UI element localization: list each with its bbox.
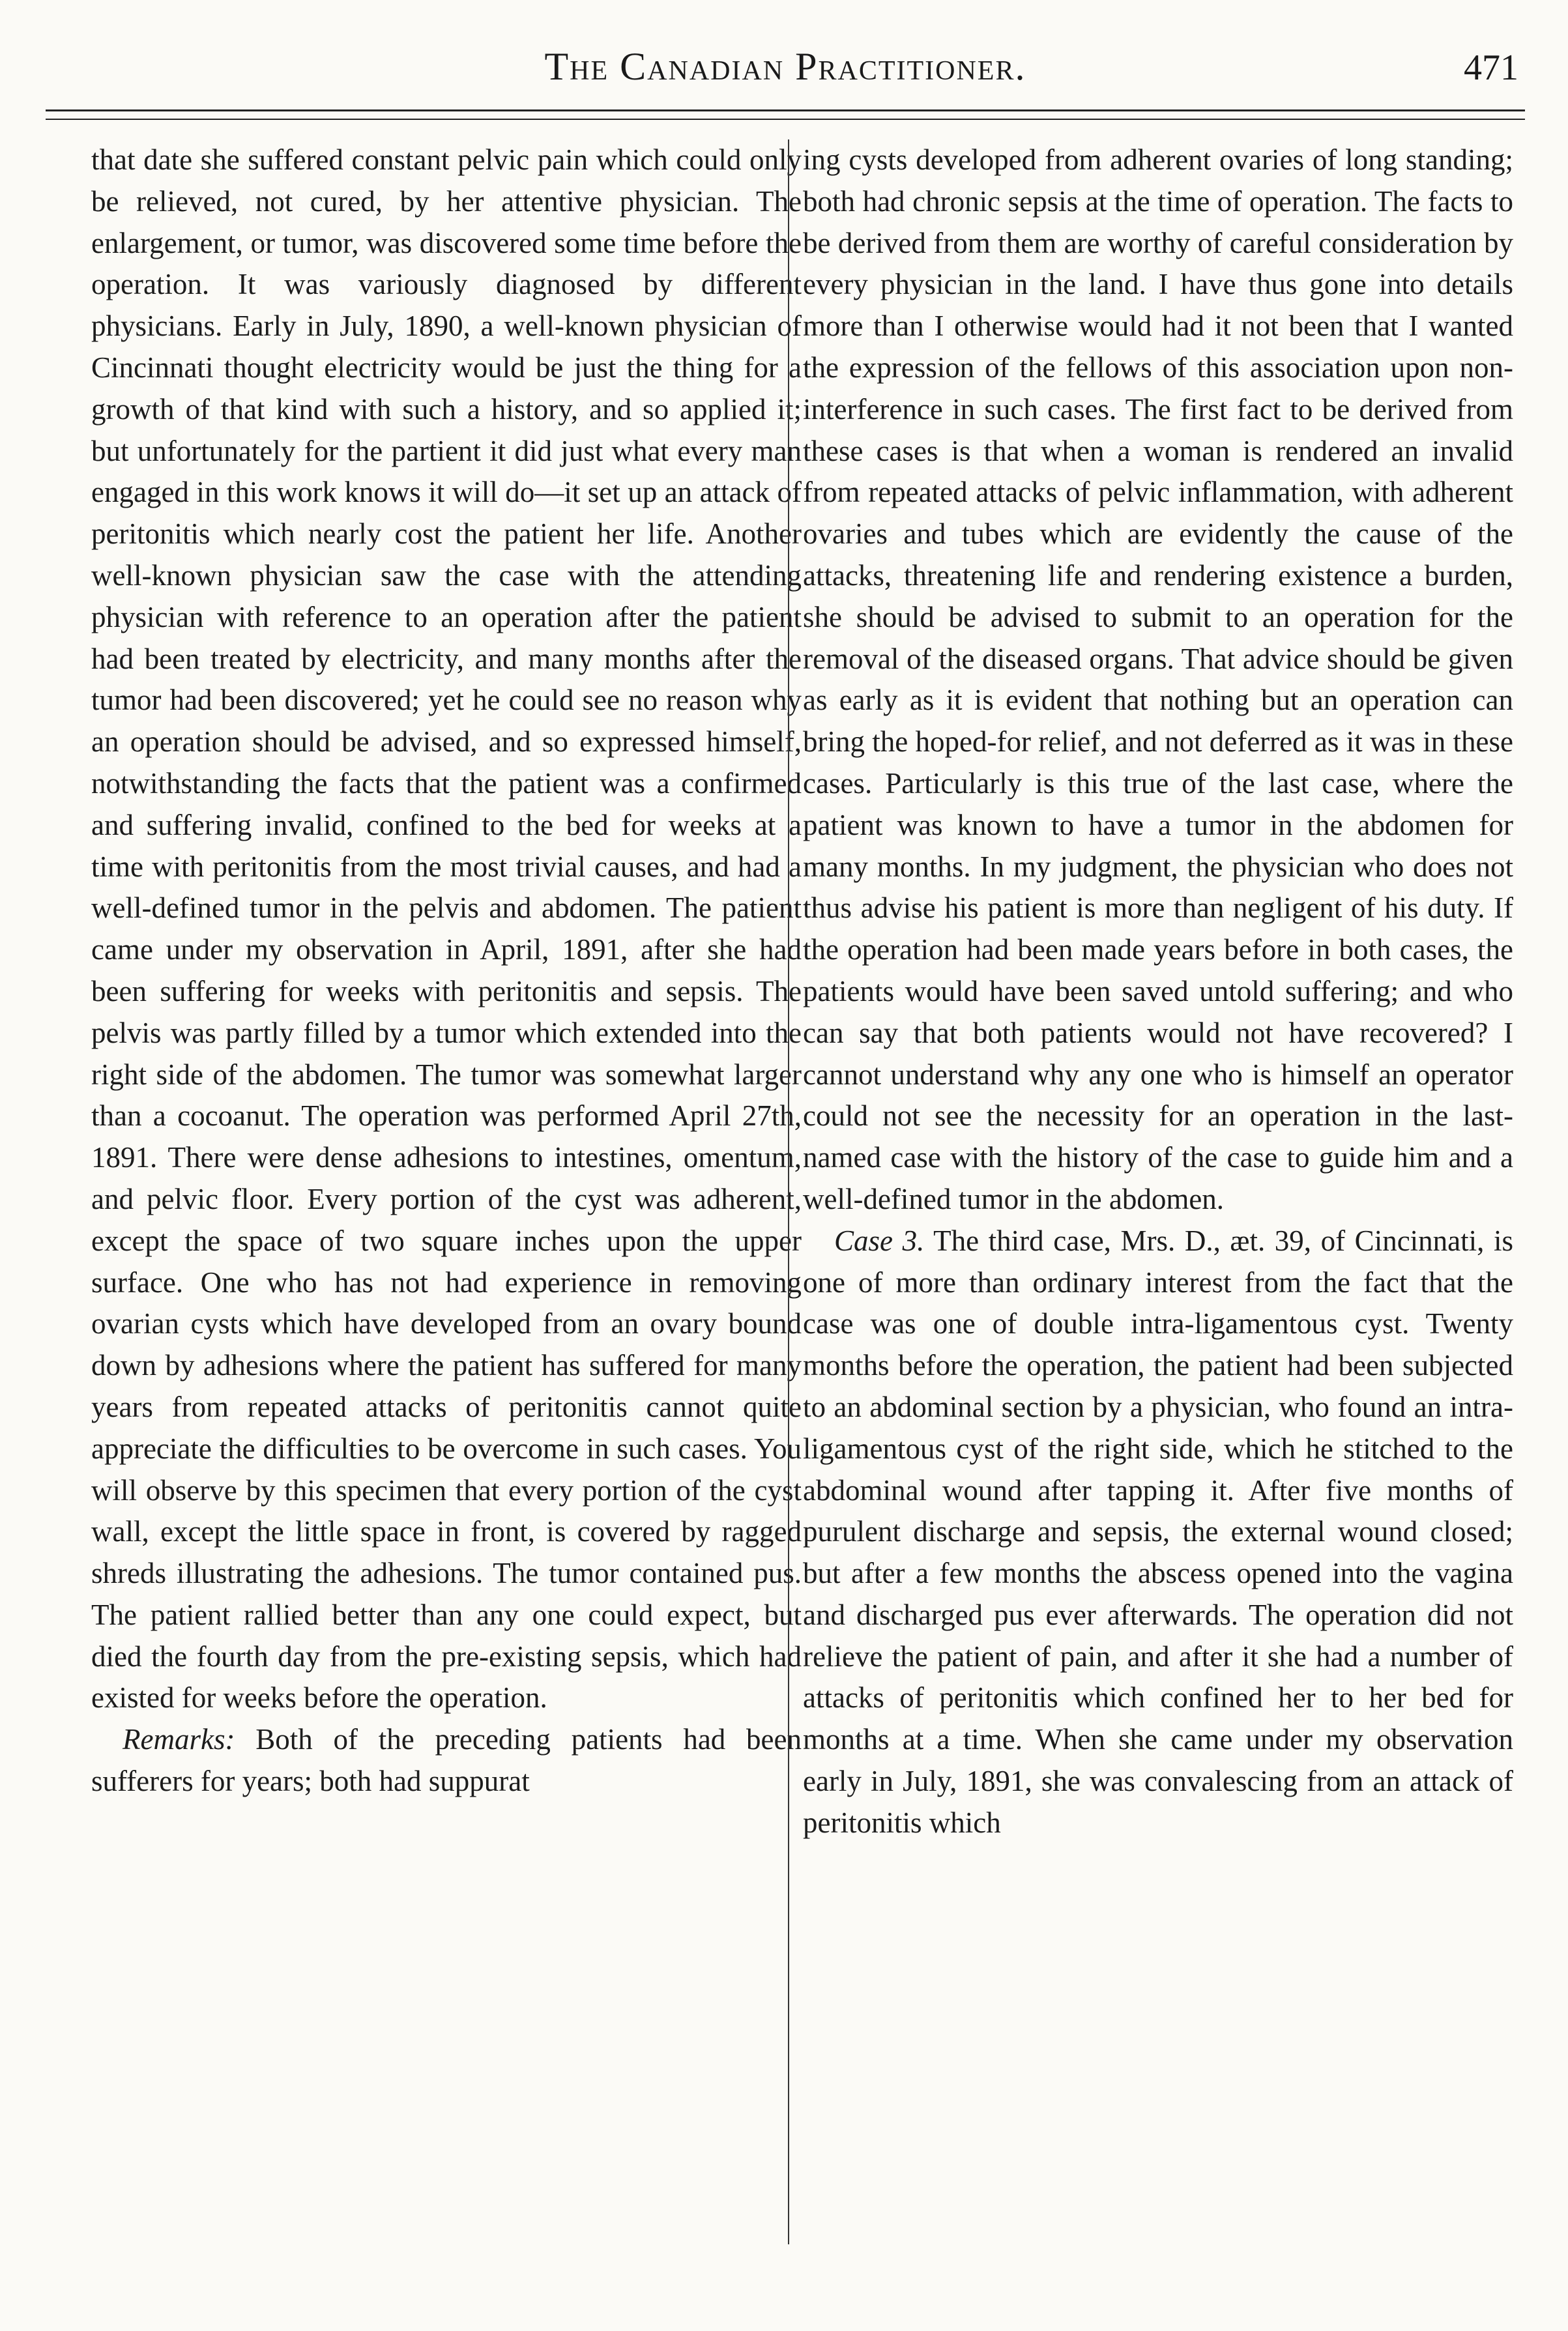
- left-paragraph-remarks: [91, 1719, 802, 1803]
- left-paragraph-1: that date she suffered constant pelvic pain which could only be relieved, not cured, by her attentive physician. The enlargement, or tumor, was discovered some time before the operation. It was variously diagnosed by different physicians. Early in July, 1890, a well-known physician of Cincinnati thought electricity would be just the thing for a growth of that kind with such a history, and so applied it; but unfortunately for the partient it did just what every man engaged in this work knows it will do—it set up an attack of peritonitis which nearly cost the patient her life. Another well-known physician saw the case with the attending physician with reference to an operation after the patient had been treated by electricity, and many months after the tumor had been discovered; yet he could see no reason why an operation should be advised, and so expressed himself, notwithstanding the facts that the patient was a confirmed and suffering invalid, confined to the bed for weeks at a time with peritonitis from the most trivial causes, and had a well-defined tumor in the pelvis and abdomen. The patient came under my observation in April, 1891, after she had been suffering for weeks with peritonitis and sepsis. The pelvis was partly filled by a tumor which extended into the right side of the abdomen. The tumor was somewhat larger than a cocoanut. The operation was performed April 27th, 1891. There were dense adhesions to intestines, omentum, and pelvic floor. Every portion of the cyst was adherent, except the space of two square inches upon the upper surface. One who has not had experience in removing ovarian cysts which have developed from an ovary bound down by adhesions where the patient has suffered for many years from repeated attacks of peritonitis cannot quite appreciate the difficulties to be overcome in such cases. You will observe by this specimen that every portion of the cyst wall, except the little space in front, is covered by ragged shreds illustrating the adhesions. The tumor contained pus. The patient rallied better than any one could expect, but died the fourth day from the pre-existing sepsis, which had existed for weeks before the operation.: [91, 143, 802, 1715]
- running-title: The Canadian Practitioner.: [544, 45, 1026, 88]
- case-3-label: Case 3.: [834, 1224, 925, 1257]
- case-3-text: The third case, Mrs. D., æt. 39, of Cincinnati, is one of more than ordinary interest from the fact that the case was one of double intra-ligamentous cyst. Twenty months before the operation, the patient had been subjected to an abdominal section by a physician, who found an intra-ligamentous cyst of the right side, which he stitched to the abdominal wound after tapping it. After five months of purulent discharge and sepsis, the external wound closed; but after a few months the abscess opened into the vagina and discharged pus ever afterwards. The operation did not relieve the patient of pain, and after it she had a number of attacks of peritonitis which confined her to her bed for months at a time. When she came under my observation early in July, 1891, she was convalescing from an attack of peritonitis which: [803, 1224, 1513, 1839]
- header-rule: [46, 109, 1525, 111]
- right-paragraph-case-3: [803, 1221, 1513, 1844]
- column-divider: [788, 139, 789, 2244]
- page-number: 471: [1464, 48, 1518, 88]
- left-column: [91, 139, 802, 1803]
- right-column: [803, 139, 1513, 1844]
- remarks-label: Remarks:: [123, 1723, 235, 1756]
- page-header: [39, 26, 1532, 98]
- remarks-text: Both of the preceding patients had been sufferers for years; both had suppurat: [91, 1723, 802, 1798]
- header-rule-secondary: [46, 119, 1525, 120]
- right-paragraph-1: ing cysts developed from adherent ovaries of long standing; both had chronic sepsis at the time of operation. The facts to be derived from them are worthy of careful consideration by every physician in the land. I have thus gone into details more than I otherwise would had it not been that I wanted the expression of the fellows of this association upon non-interference in such cases. The first fact to be derived from these cases is that when a woman is rendered an invalid from repeated attacks of pelvic inflammation, with adherent ovaries and tubes which are evidently the cause of the attacks, threatening life and rendering existence a burden, she should be advised to submit to an operation for the removal of the diseased organs. That advice should be given as early as it is evident that nothing but an operation can bring the hoped-for relief, and not deferred as it was in these cases. Particularly is this true of the last case, where the patient was known to have a tumor in the abdomen for many months. In my judgment, the physician who does not thus advise his patient is more than negligent of his duty. If the operation had been made years before in both cases, the patients would have been saved untold suffering; and who can say that both patients would not have recovered? I cannot understand why any one who is himself an operator could not see the necessity for an operation in the last-named case with the history of the case to guide him and a well-defined tumor in the abdomen.: [803, 143, 1513, 1215]
